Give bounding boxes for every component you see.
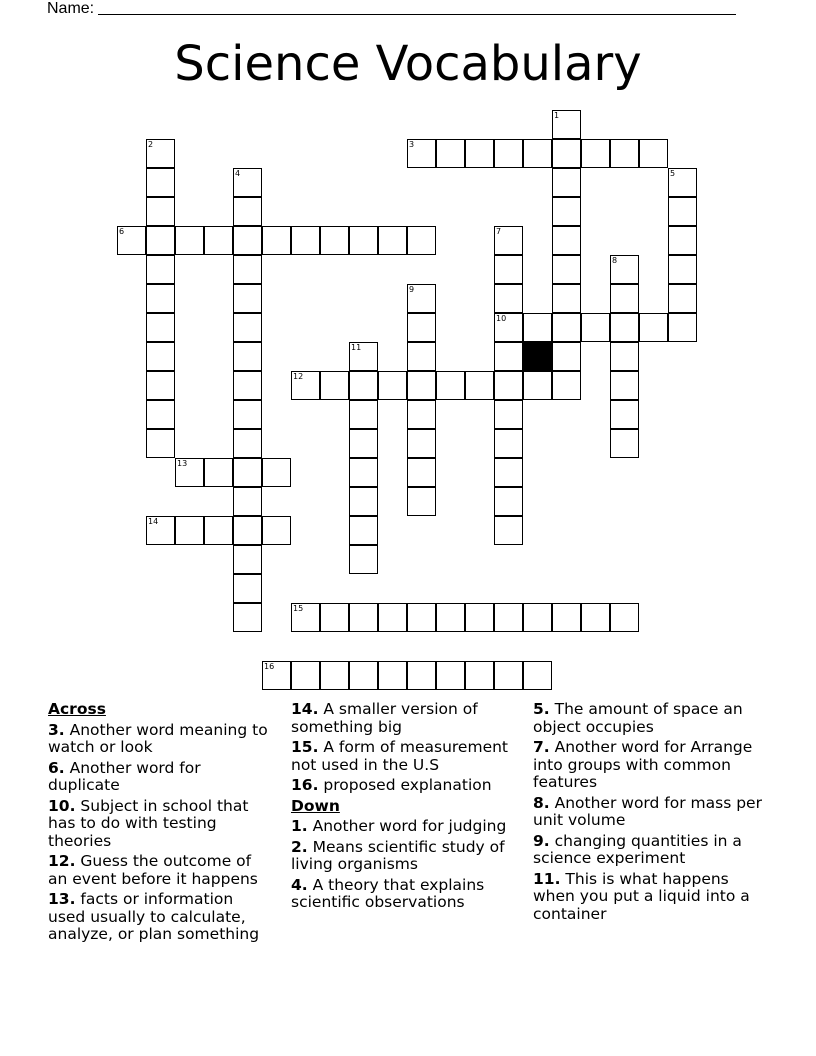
crossword-cell[interactable] — [320, 661, 349, 690]
crossword-cell[interactable] — [146, 197, 175, 226]
crossword-cell[interactable] — [494, 661, 523, 690]
crossword-cell[interactable] — [494, 603, 523, 632]
crossword-cell[interactable] — [233, 400, 262, 429]
crossword-cell[interactable] — [581, 139, 610, 168]
crossword-cell[interactable] — [146, 168, 175, 197]
crossword-cell[interactable] — [581, 603, 610, 632]
crossword-cell[interactable] — [378, 371, 407, 400]
crossword-cell[interactable] — [320, 371, 349, 400]
crossword-cell[interactable] — [291, 371, 320, 400]
crossword-cell[interactable] — [262, 661, 291, 690]
crossword-cell[interactable] — [349, 371, 378, 400]
clue-across-16: 16. proposed explanation — [291, 776, 492, 794]
crossword-cell[interactable] — [407, 458, 436, 487]
clue-number: 16 — [264, 662, 275, 671]
crossword-cell[interactable] — [378, 226, 407, 255]
crossword-cell[interactable] — [233, 429, 262, 458]
clue-number: 12 — [293, 372, 304, 381]
clue-number: 2 — [148, 140, 154, 149]
clue-across-14: 14. A smaller version of something big — [291, 700, 478, 736]
crossword-cell[interactable] — [552, 371, 581, 400]
clue-number: 15 — [293, 604, 304, 613]
crossword-cell[interactable] — [668, 255, 697, 284]
clue-across-13: 13. facts or information used usually to calculate, analyze, or plan something — [48, 890, 260, 943]
crossword-cell[interactable] — [494, 371, 523, 400]
crossword-cell[interactable] — [552, 226, 581, 255]
clue-number: 14 — [148, 517, 159, 526]
clue-down-5: 5. The amount of space an object occupies — [533, 700, 743, 736]
crossword-cell[interactable] — [494, 400, 523, 429]
crossword-cell[interactable] — [233, 603, 262, 632]
crossword-cell[interactable] — [668, 313, 697, 342]
crossword-cell[interactable] — [494, 487, 523, 516]
crossword-cell[interactable] — [581, 313, 610, 342]
crossword-cell[interactable] — [349, 226, 378, 255]
crossword-cell[interactable] — [552, 603, 581, 632]
crossword-cell[interactable] — [465, 603, 494, 632]
crossword-cell[interactable] — [233, 516, 262, 545]
clue-down-9: 9. changing quantities in a science experiment — [533, 831, 742, 867]
crossword-cell[interactable] — [639, 139, 668, 168]
crossword-cell[interactable] — [349, 661, 378, 690]
crossword-cell[interactable] — [610, 284, 639, 313]
crossword-cell[interactable] — [233, 371, 262, 400]
crossword-cell[interactable] — [407, 487, 436, 516]
crossword-cell[interactable] — [407, 400, 436, 429]
page-title: Science Vocabulary — [174, 36, 642, 92]
crossword-cell[interactable] — [349, 516, 378, 545]
crossword-cell[interactable] — [146, 226, 175, 255]
clues-column-3 — [533, 701, 768, 926]
crossword-cell[interactable] — [523, 139, 552, 168]
clue-across-6: 6. Another word for duplicate — [48, 758, 201, 794]
crossword-cell[interactable] — [552, 255, 581, 284]
crossword-cell[interactable] — [610, 342, 639, 371]
crossword-cell[interactable] — [465, 661, 494, 690]
clue-number: 4 — [235, 169, 241, 178]
crossword-cell[interactable] — [175, 226, 204, 255]
clue-across-3: 3. Another word meaning to watch or look — [48, 720, 268, 756]
crossword-cell[interactable] — [523, 371, 552, 400]
crossword-cell[interactable] — [291, 226, 320, 255]
crossword-cell[interactable] — [233, 168, 262, 197]
crossword-cell[interactable] — [610, 255, 639, 284]
crossword-cell[interactable] — [117, 226, 146, 255]
clue-down-11: 11. This is what happens when you put a liquid into a container — [533, 869, 750, 923]
clue-number: 9 — [409, 285, 415, 294]
down-heading: Down — [291, 796, 340, 815]
crossword-cell[interactable] — [175, 458, 204, 487]
crossword-cell[interactable] — [494, 342, 523, 371]
crossword-cell[interactable] — [262, 458, 291, 487]
crossword-cell[interactable] — [552, 342, 581, 371]
crossword-cell[interactable] — [378, 661, 407, 690]
crossword-cell[interactable] — [233, 284, 262, 313]
crossword-cell[interactable] — [204, 516, 233, 545]
clue-number: 3 — [409, 140, 415, 149]
crossword-cell[interactable] — [610, 313, 639, 342]
crossword-cell[interactable] — [146, 371, 175, 400]
crossword-cell[interactable] — [291, 603, 320, 632]
crossword-cell[interactable] — [262, 516, 291, 545]
clue-across-12: 12. Guess the outcome of an event before it happens — [48, 852, 258, 888]
crossword-cell[interactable] — [233, 487, 262, 516]
crossword-cell[interactable] — [668, 284, 697, 313]
crossword-cell[interactable] — [407, 371, 436, 400]
crossword-cell[interactable] — [610, 371, 639, 400]
crossword-cell[interactable] — [494, 313, 523, 342]
crossword-cell[interactable] — [233, 226, 262, 255]
crossword-cell[interactable] — [146, 342, 175, 371]
clue-down-1: 1. Another word for judging — [291, 817, 507, 835]
across-heading: Across — [48, 700, 106, 718]
crossword-cell[interactable] — [436, 371, 465, 400]
crossword-cell[interactable] — [146, 284, 175, 313]
black-cell — [523, 342, 552, 371]
crossword-cell[interactable] — [233, 545, 262, 574]
crossword-cell[interactable] — [146, 400, 175, 429]
crossword-cell[interactable] — [523, 313, 552, 342]
crossword-cell[interactable] — [146, 516, 175, 545]
crossword-cell[interactable] — [610, 400, 639, 429]
crossword-cell[interactable] — [204, 458, 233, 487]
crossword-cell[interactable] — [552, 139, 581, 168]
crossword-cell[interactable] — [320, 226, 349, 255]
crossword-cell[interactable] — [146, 429, 175, 458]
crossword-cell[interactable] — [146, 139, 175, 168]
crossword-cell[interactable] — [349, 458, 378, 487]
clues-column-2 — [291, 701, 521, 915]
crossword-cell[interactable] — [668, 226, 697, 255]
crossword-cell[interactable] — [436, 603, 465, 632]
crossword-cell[interactable] — [349, 487, 378, 516]
crossword-cell[interactable] — [407, 661, 436, 690]
crossword-cell[interactable] — [668, 168, 697, 197]
clue-down-2: 2. Means scientific study of living organisms — [291, 837, 505, 873]
crossword-cell[interactable] — [407, 226, 436, 255]
crossword-cell[interactable] — [552, 168, 581, 197]
crossword-cell[interactable] — [233, 458, 262, 487]
crossword-cell[interactable] — [610, 603, 639, 632]
crossword-cell[interactable] — [494, 284, 523, 313]
clue-number: 10 — [496, 314, 507, 323]
crossword-cell[interactable] — [494, 429, 523, 458]
crossword-cell[interactable] — [552, 284, 581, 313]
crossword-cell[interactable] — [233, 574, 262, 603]
clue-number: 11 — [351, 343, 362, 352]
clue-number: 7 — [496, 227, 502, 236]
crossword-cell[interactable] — [349, 342, 378, 371]
crossword-cell[interactable] — [407, 139, 436, 168]
crossword-cell[interactable] — [175, 516, 204, 545]
crossword-cell[interactable] — [552, 313, 581, 342]
crossword-cell[interactable] — [436, 661, 465, 690]
crossword-cell[interactable] — [349, 603, 378, 632]
crossword-cell[interactable] — [320, 603, 349, 632]
clue-down-8: 8. Another word for mass per unit volume — [533, 793, 762, 829]
crossword-cell[interactable] — [523, 603, 552, 632]
crossword-cell[interactable] — [494, 255, 523, 284]
crossword-cell[interactable] — [407, 429, 436, 458]
clue-down-7: 7. Another word for Arrange into groups with common features — [533, 738, 753, 791]
crossword-cell[interactable] — [494, 226, 523, 255]
clue-number: 1 — [554, 111, 560, 120]
name-label: Name: — [47, 0, 95, 17]
crossword-cell[interactable] — [291, 661, 320, 690]
crossword-cell[interactable] — [407, 603, 436, 632]
clue-across-15: 15. A form of measurement not used in the U.S — [291, 738, 509, 774]
crossword-cell[interactable] — [465, 139, 494, 168]
clue-number: 5 — [670, 169, 676, 178]
crossword-cell[interactable] — [204, 226, 233, 255]
crossword-cell[interactable] — [146, 313, 175, 342]
crossword-cell[interactable] — [262, 226, 291, 255]
crossword-cell[interactable] — [610, 139, 639, 168]
clue-down-4: 4. A theory that explains scientific observations — [291, 875, 485, 911]
crossword-cell[interactable] — [610, 429, 639, 458]
crossword-cell[interactable] — [407, 313, 436, 342]
crossword-cell[interactable] — [494, 139, 523, 168]
crossword-cell[interactable] — [552, 197, 581, 226]
crossword-cell[interactable] — [494, 516, 523, 545]
crossword-cell[interactable] — [465, 371, 494, 400]
clue-number: 8 — [612, 256, 618, 265]
crossword-cell[interactable] — [668, 197, 697, 226]
crossword-cell[interactable] — [349, 429, 378, 458]
crossword-cell[interactable] — [407, 342, 436, 371]
crossword-cell[interactable] — [349, 400, 378, 429]
crossword-cell[interactable] — [378, 603, 407, 632]
crossword-cell[interactable] — [146, 255, 175, 284]
crossword-cell[interactable] — [233, 342, 262, 371]
crossword-cell[interactable] — [552, 110, 581, 139]
crossword-cell[interactable] — [233, 255, 262, 284]
crossword-cell[interactable] — [407, 284, 436, 313]
clue-number: 13 — [177, 459, 188, 468]
crossword-cell[interactable] — [639, 313, 668, 342]
crossword-cell[interactable] — [349, 545, 378, 574]
crossword-cell[interactable] — [436, 139, 465, 168]
clue-number: 6 — [119, 227, 125, 236]
crossword-cell[interactable] — [494, 458, 523, 487]
clues-column-1 — [48, 701, 273, 947]
crossword-cell[interactable] — [233, 197, 262, 226]
crossword-cell[interactable] — [233, 313, 262, 342]
clue-across-10: 10. Subject in school that has to do with testing theories — [48, 796, 249, 850]
crossword-cell[interactable] — [523, 661, 552, 690]
